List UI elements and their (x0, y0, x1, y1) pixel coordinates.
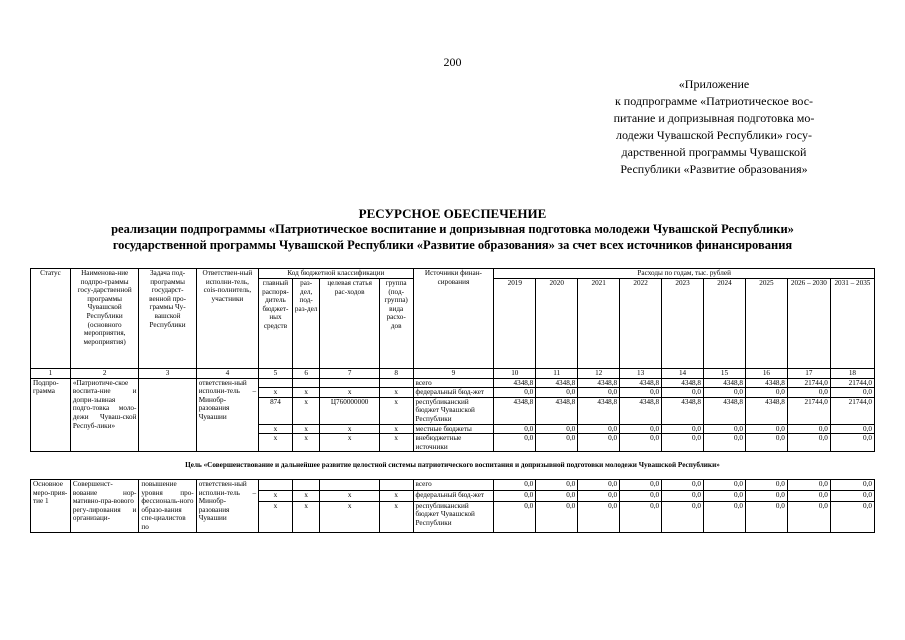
cell-target: x (320, 434, 379, 452)
row-status: Основное меро-прия-тие 1 (31, 479, 71, 532)
column-number: 6 (292, 369, 320, 379)
cell-value: 0,0 (787, 424, 830, 434)
appendix-line: дарственной программы Чувашской (621, 145, 807, 159)
cell-source: федеральный бюд-жет (413, 388, 494, 398)
cell-value: 0,0 (620, 424, 662, 434)
cell-target: x (320, 490, 379, 501)
row-executor: ответствен-ный исполни-тель – Минобр-разования Чувашии (196, 479, 258, 532)
cell-value: 0,0 (704, 490, 746, 501)
column-number: 12 (578, 369, 620, 379)
column-number: 10 (494, 369, 536, 379)
cell-value: 0,0 (494, 490, 536, 501)
appendix-note (591, 76, 837, 178)
cell-value: 21744,0 (787, 378, 830, 388)
cell-value: 4348,8 (704, 397, 746, 424)
cell-value: 0,0 (830, 490, 874, 501)
cell-value: 0,0 (578, 388, 620, 398)
cell-value: 0,0 (745, 490, 787, 501)
column-number: 7 (320, 369, 379, 379)
cell-value: 0,0 (494, 388, 536, 398)
header-year: 2019 (494, 279, 536, 369)
cell-value: 0,0 (787, 501, 830, 532)
cell-value: 0,0 (745, 434, 787, 452)
cell-value: 0,0 (494, 424, 536, 434)
cell-value: 0,0 (662, 388, 704, 398)
cell-value: 0,0 (620, 434, 662, 452)
cell-value: 4348,8 (662, 397, 704, 424)
cell-value: 0,0 (704, 424, 746, 434)
cell-value: 0,0 (662, 501, 704, 532)
cell-section: x (292, 388, 320, 398)
cell-value: 0,0 (578, 424, 620, 434)
document-title (0, 206, 905, 253)
cell-grbs: x (259, 424, 293, 434)
cell-value: 0,0 (536, 388, 578, 398)
table-row (31, 479, 875, 490)
cell-target: x (320, 501, 379, 532)
cell-source: республиканский бюджет Чувашской Республики (413, 501, 494, 532)
cell-value: 0,0 (787, 490, 830, 501)
resource-table (30, 268, 875, 533)
header-executor: Ответствен-ный исполни-тель, сois-полнитель, участники (196, 269, 258, 369)
cell-group: x (379, 434, 413, 452)
cell-source: всего (413, 378, 494, 388)
header-group: группа (под-группа) вида расхо-дов (379, 279, 413, 369)
column-number: 17 (787, 369, 830, 379)
cell-group: x (379, 424, 413, 434)
cell-source: внебюджетные источники (413, 434, 494, 452)
cell-value: 0,0 (745, 479, 787, 490)
header-status: Статус (31, 269, 71, 369)
cell-section (292, 479, 320, 490)
cell-value: 0,0 (830, 424, 874, 434)
cell-value: 0,0 (787, 479, 830, 490)
cell-source: федеральный бюд-жет (413, 490, 494, 501)
cell-target (320, 378, 379, 388)
cell-source: республиканский бюджет Чувашской Республики (413, 397, 494, 424)
column-number: 4 (196, 369, 258, 379)
cell-group (379, 378, 413, 388)
column-number: 11 (536, 369, 578, 379)
cell-value: 4348,8 (620, 397, 662, 424)
header-grbs: главный распоря-дитель бюджет-ных средств (259, 279, 293, 369)
cell-value: 0,0 (662, 479, 704, 490)
cell-value: 0,0 (704, 501, 746, 532)
title-line-1: РЕСУРСНОЕ ОБЕСПЕЧЕНИЕ (358, 206, 547, 221)
cell-section: x (292, 434, 320, 452)
cell-group (379, 479, 413, 490)
column-number: 8 (379, 369, 413, 379)
header-name: Наименова-ние подпро-граммы госу-дарственной программы Чувашской Республики (основного мероприятия, мероприятия) (70, 269, 139, 369)
cell-value: 0,0 (620, 490, 662, 501)
appendix-line: «Приложение (678, 77, 750, 91)
cell-value: 4348,8 (494, 397, 536, 424)
cell-value: 0,0 (536, 424, 578, 434)
cell-source: всего (413, 479, 494, 490)
cell-value: 0,0 (494, 501, 536, 532)
appendix-line: к подпрограмме «Патриотическое вос- (614, 94, 814, 108)
column-number: 16 (745, 369, 787, 379)
cell-value: 4348,8 (494, 378, 536, 388)
column-number-row (31, 369, 875, 379)
column-number: 1 (31, 369, 71, 379)
appendix-line: лодежи Чувашской Республики» госу- (616, 128, 812, 142)
row-task (139, 378, 196, 452)
cell-section: x (292, 501, 320, 532)
cell-grbs (259, 479, 293, 490)
column-number: 14 (662, 369, 704, 379)
cell-grbs: x (259, 388, 293, 398)
cell-value: 0,0 (662, 434, 704, 452)
cell-value: 0,0 (745, 388, 787, 398)
cell-section: x (292, 424, 320, 434)
header-expenses: Расходы по годам, тыс. рублей (494, 269, 875, 279)
cell-section: x (292, 397, 320, 424)
header-year: 2022 (620, 279, 662, 369)
cell-value: 21744,0 (787, 397, 830, 424)
cell-source: местные бюджеты (413, 424, 494, 434)
row-executor: ответствен-ный исполни-тель – Минобр-разования Чувашии (196, 378, 258, 452)
cell-value: 0,0 (704, 479, 746, 490)
header-budget-code: Код бюджетной классификации (259, 269, 413, 279)
header-year: 2025 (745, 279, 787, 369)
cell-value: 0,0 (536, 434, 578, 452)
cell-value: 4348,8 (536, 397, 578, 424)
header-year: 2020 (536, 279, 578, 369)
cell-value: 4348,8 (745, 378, 787, 388)
cell-value: 0,0 (578, 434, 620, 452)
cell-value: 0,0 (830, 434, 874, 452)
cell-grbs: x (259, 490, 293, 501)
cell-value: 0,0 (578, 490, 620, 501)
cell-group: x (379, 490, 413, 501)
cell-value: 0,0 (830, 388, 874, 398)
column-number: 3 (139, 369, 196, 379)
header-year: 2023 (662, 279, 704, 369)
row-task: повышение уровня про-фессиональ-ного образо-вания спе-циалистов по (139, 479, 196, 532)
cell-value: 4348,8 (704, 378, 746, 388)
header-year: 2026 – 2030 (787, 279, 830, 369)
cell-value: 0,0 (536, 501, 578, 532)
cell-value: 0,0 (536, 479, 578, 490)
appendix-line: Республики «Развитие образования» (620, 162, 808, 176)
column-number: 15 (704, 369, 746, 379)
cell-grbs: x (259, 434, 293, 452)
cell-value: 0,0 (704, 388, 746, 398)
table-row (31, 378, 875, 388)
cell-value: 0,0 (787, 434, 830, 452)
cell-target: Ц760000000 (320, 397, 379, 424)
header-task: Задача под-программы государст-венной про-граммы Чу-вашской Республики (139, 269, 196, 369)
row-name: «Патриотиче-ское воспита-ние и допри-зывная подго-товка моло-дежи Чуваш-ской Респуб-лики» (70, 378, 139, 452)
row-name: Совершенст-вование нор-мативно-пра-вового регу-лирования и организаци- (70, 479, 139, 532)
column-number: 9 (413, 369, 494, 379)
cell-value: 0,0 (830, 479, 874, 490)
column-number: 5 (259, 369, 293, 379)
cell-value: 4348,8 (620, 378, 662, 388)
cell-value: 21744,0 (830, 397, 874, 424)
cell-value: 0,0 (494, 479, 536, 490)
cell-value: 0,0 (745, 501, 787, 532)
row-status: Подпро-грамма (31, 378, 71, 452)
cell-grbs: x (259, 501, 293, 532)
cell-target: x (320, 424, 379, 434)
header-target: целевая статья рас-ходов (320, 279, 379, 369)
cell-value: 4348,8 (578, 397, 620, 424)
cell-value: 0,0 (620, 388, 662, 398)
title-line-3: государственной программы Чувашской Республики «Развитие образования» за счет всех источников финансирования (112, 238, 793, 252)
cell-grbs (259, 378, 293, 388)
cell-value: 0,0 (662, 490, 704, 501)
header-year: 2024 (704, 279, 746, 369)
cell-group: x (379, 388, 413, 398)
cell-value: 0,0 (494, 434, 536, 452)
cell-value: 4348,8 (662, 378, 704, 388)
cell-value: 0,0 (620, 501, 662, 532)
column-number: 13 (620, 369, 662, 379)
header-year: 2031 – 2035 (830, 279, 874, 369)
header-year: 2021 (578, 279, 620, 369)
cell-value: 0,0 (830, 501, 874, 532)
header-sources: Источники финан-сирования (413, 269, 494, 369)
title-line-2: реализации подпрограммы «Патриотическое воспитание и допризывная подготовка молодежи Чувашской Республики» (111, 222, 794, 236)
cell-value: 0,0 (704, 434, 746, 452)
cell-grbs: 874 (259, 397, 293, 424)
cell-target (320, 479, 379, 490)
header-section: раз-дел, под-раз-дел (292, 279, 320, 369)
goal-row (31, 452, 875, 480)
cell-value: 4348,8 (745, 397, 787, 424)
cell-value: 0,0 (787, 388, 830, 398)
goal-text: Цель «Совершенствование и дальнейшее развитие целостной системы патриотического воспитания и допризывной подготовки молодежи Чувашской Республики» (31, 452, 875, 480)
cell-group: x (379, 397, 413, 424)
column-number: 18 (830, 369, 874, 379)
page-number: 200 (443, 55, 462, 69)
cell-group: x (379, 501, 413, 532)
cell-target: x (320, 388, 379, 398)
cell-value: 0,0 (578, 501, 620, 532)
cell-value: 0,0 (536, 490, 578, 501)
cell-section: x (292, 490, 320, 501)
cell-value: 0,0 (662, 424, 704, 434)
cell-section (292, 378, 320, 388)
cell-value: 4348,8 (536, 378, 578, 388)
cell-value: 0,0 (745, 424, 787, 434)
cell-value: 0,0 (620, 479, 662, 490)
cell-value: 0,0 (578, 479, 620, 490)
column-number: 2 (70, 369, 139, 379)
appendix-line: питание и допризывная подготовка мо- (613, 111, 815, 125)
cell-value: 21744,0 (830, 378, 874, 388)
cell-value: 4348,8 (578, 378, 620, 388)
